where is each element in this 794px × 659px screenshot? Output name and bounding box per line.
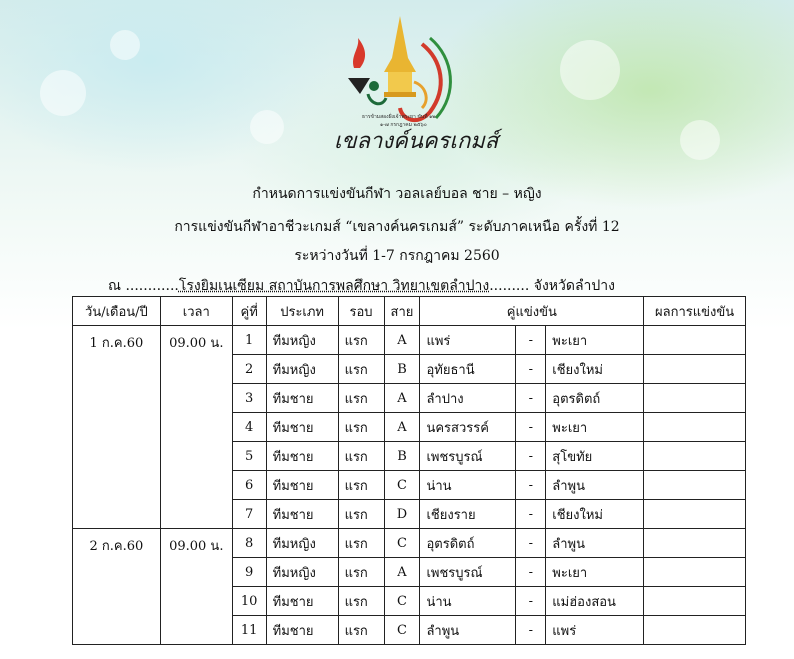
cell-team2: พะเยา — [546, 413, 644, 442]
cell-vs: - — [516, 442, 546, 471]
table-row — [73, 326, 746, 355]
cell-round: แรก — [338, 384, 384, 413]
cell-vs: - — [516, 587, 546, 616]
header-time: เวลา — [160, 297, 232, 326]
cell-team1: น่าน — [420, 471, 516, 500]
cell-pair-no: 4 — [232, 413, 266, 442]
cell-round: แรก — [338, 442, 384, 471]
cell-date: 2 ก.ค.60 — [73, 529, 161, 645]
cell-pair-no: 6 — [232, 471, 266, 500]
cell-line: A — [384, 326, 420, 355]
venue-place: โรงยิมเนเซียม สถาบันการพลศึกษา วิทยาเขตลำปาง — [178, 278, 490, 294]
cell-time: 09.00 น. — [160, 326, 232, 529]
cell-result — [644, 326, 746, 355]
cell-type: ทีมชาย — [266, 442, 338, 471]
cell-round: แรก — [338, 587, 384, 616]
cell-team2: พะเยา — [546, 558, 644, 587]
bokeh-decoration — [110, 30, 140, 60]
cell-line: A — [384, 413, 420, 442]
header-match: คู่แข่งขัน — [420, 297, 644, 326]
logo-wordmark: เขลางค์นครเกมส์ — [334, 129, 499, 154]
cell-line: B — [384, 355, 420, 384]
cell-vs: - — [516, 413, 546, 442]
cell-round: แรก — [338, 471, 384, 500]
cell-date: 1 ก.ค.60 — [73, 326, 161, 529]
cell-result — [644, 500, 746, 529]
cell-round: แรก — [338, 355, 384, 384]
venue-line — [108, 275, 615, 297]
cell-round: แรก — [338, 616, 384, 645]
cell-pair-no: 2 — [232, 355, 266, 384]
bokeh-decoration — [680, 120, 720, 160]
cell-vs: - — [516, 500, 546, 529]
cell-line: C — [384, 529, 420, 558]
venue-dots: ............ — [125, 278, 179, 294]
bokeh-decoration — [40, 70, 86, 116]
document-title: กำหนดการแข่งขันกีฬา วอลเลย์บอล ชาย – หญิง — [252, 186, 542, 202]
cell-line: A — [384, 384, 420, 413]
cell-round: แรก — [338, 529, 384, 558]
cell-type: ทีมชาย — [266, 587, 338, 616]
cell-line: C — [384, 616, 420, 645]
cell-team2: แม่ฮ่องสอน — [546, 587, 644, 616]
cell-pair-no: 5 — [232, 442, 266, 471]
cell-pair-no: 1 — [232, 326, 266, 355]
cell-round: แรก — [338, 326, 384, 355]
cell-result — [644, 384, 746, 413]
header-line: สาย — [384, 297, 420, 326]
cell-result — [644, 587, 746, 616]
cell-round: แรก — [338, 558, 384, 587]
cell-team2: ลำพูน — [546, 529, 644, 558]
cell-team1: น่าน — [420, 587, 516, 616]
cell-type: ทีมชาย — [266, 471, 338, 500]
cell-pair-no: 7 — [232, 500, 266, 529]
logo-emblem-text: ธารข้ามสองฝั่งเจ้าพระยา ขันที่ ๑๒ — [362, 114, 436, 120]
cell-pair-no: 10 — [232, 587, 266, 616]
cell-vs: - — [516, 558, 546, 587]
cell-type: ทีมชาย — [266, 384, 338, 413]
cell-team1: นครสวรรค์ — [420, 413, 516, 442]
cell-result — [644, 558, 746, 587]
cell-team2: เชียงใหม่ — [546, 355, 644, 384]
cell-team1: อุตรดิตถ์ — [420, 529, 516, 558]
cell-vs: - — [516, 529, 546, 558]
table-row — [73, 529, 746, 558]
cell-pair-no: 3 — [232, 384, 266, 413]
cell-line: D — [384, 500, 420, 529]
cell-round: แรก — [338, 413, 384, 442]
cell-team1: ลำปาง — [420, 384, 516, 413]
cell-type: ทีมหญิง — [266, 529, 338, 558]
cell-line: C — [384, 471, 420, 500]
table-header-row — [73, 297, 746, 326]
cell-team1: ลำพูน — [420, 616, 516, 645]
cell-result — [644, 529, 746, 558]
cell-vs: - — [516, 471, 546, 500]
cell-type: ทีมหญิง — [266, 326, 338, 355]
header-type: ประเภท — [266, 297, 338, 326]
cell-pair-no: 11 — [232, 616, 266, 645]
cell-type: ทีมชาย — [266, 413, 338, 442]
cell-team2: สุโขทัย — [546, 442, 644, 471]
cell-type: ทีมชาย — [266, 616, 338, 645]
cell-line: C — [384, 587, 420, 616]
header-result: ผลการแข่งขัน — [644, 297, 746, 326]
pagoda-icon — [384, 16, 416, 97]
cell-pair-no: 8 — [232, 529, 266, 558]
cell-result — [644, 616, 746, 645]
cell-team2: อุตรดิตถ์ — [546, 384, 644, 413]
cell-team1: เชียงราย — [420, 500, 516, 529]
cell-line: B — [384, 442, 420, 471]
cell-type: ทีมหญิง — [266, 355, 338, 384]
venue-prefix: ณ — [108, 278, 121, 294]
event-logo — [330, 8, 499, 158]
cell-vs: - — [516, 326, 546, 355]
cell-round: แรก — [338, 500, 384, 529]
cell-team1: แพร่ — [420, 326, 516, 355]
cell-type: ทีมชาย — [266, 500, 338, 529]
cell-vs: - — [516, 355, 546, 384]
cell-team1: เพชรบูรณ์ — [420, 558, 516, 587]
cell-line: A — [384, 558, 420, 587]
cell-result — [644, 355, 746, 384]
cell-team1: เพชรบูรณ์ — [420, 442, 516, 471]
cell-team1: อุทัยธานี — [420, 355, 516, 384]
document-subtitle: การแข่งขันกีฬาอาชีวะเกมส์ “เขลางค์นครเกมส์” ระดับภาคเหนือ ครั้งที่ 12 — [174, 219, 620, 235]
cell-team2: เชียงใหม่ — [546, 500, 644, 529]
venue-province: จังหวัดลำปาง — [533, 278, 615, 294]
cell-result — [644, 442, 746, 471]
cell-vs: - — [516, 384, 546, 413]
cell-result — [644, 413, 746, 442]
torch-icon — [348, 38, 370, 94]
cell-team2: แพร่ — [546, 616, 644, 645]
cell-vs: - — [516, 616, 546, 645]
header-date: วัน/เดือน/ปี — [73, 297, 161, 326]
cell-team2: ลำพูน — [546, 471, 644, 500]
schedule-body — [73, 326, 746, 645]
dancer-icon — [368, 81, 386, 104]
cell-type: ทีมหญิง — [266, 558, 338, 587]
logo-date-text: ๑-๗ กรกฎาคม ๒๕๖๐ — [380, 122, 427, 128]
cell-pair-no: 9 — [232, 558, 266, 587]
schedule-table — [72, 296, 746, 645]
venue-dots: ......... — [489, 278, 530, 294]
header-pair: คู่ที่ — [232, 297, 266, 326]
cell-team2: พะเยา — [546, 326, 644, 355]
document-date-range: ระหว่างวันที่ 1-7 กรกฎาคม 2560 — [294, 248, 500, 264]
bokeh-decoration — [250, 110, 284, 144]
cell-time: 09.00 น. — [160, 529, 232, 645]
header-round: รอบ — [338, 297, 384, 326]
cell-result — [644, 471, 746, 500]
bokeh-decoration — [560, 40, 620, 100]
